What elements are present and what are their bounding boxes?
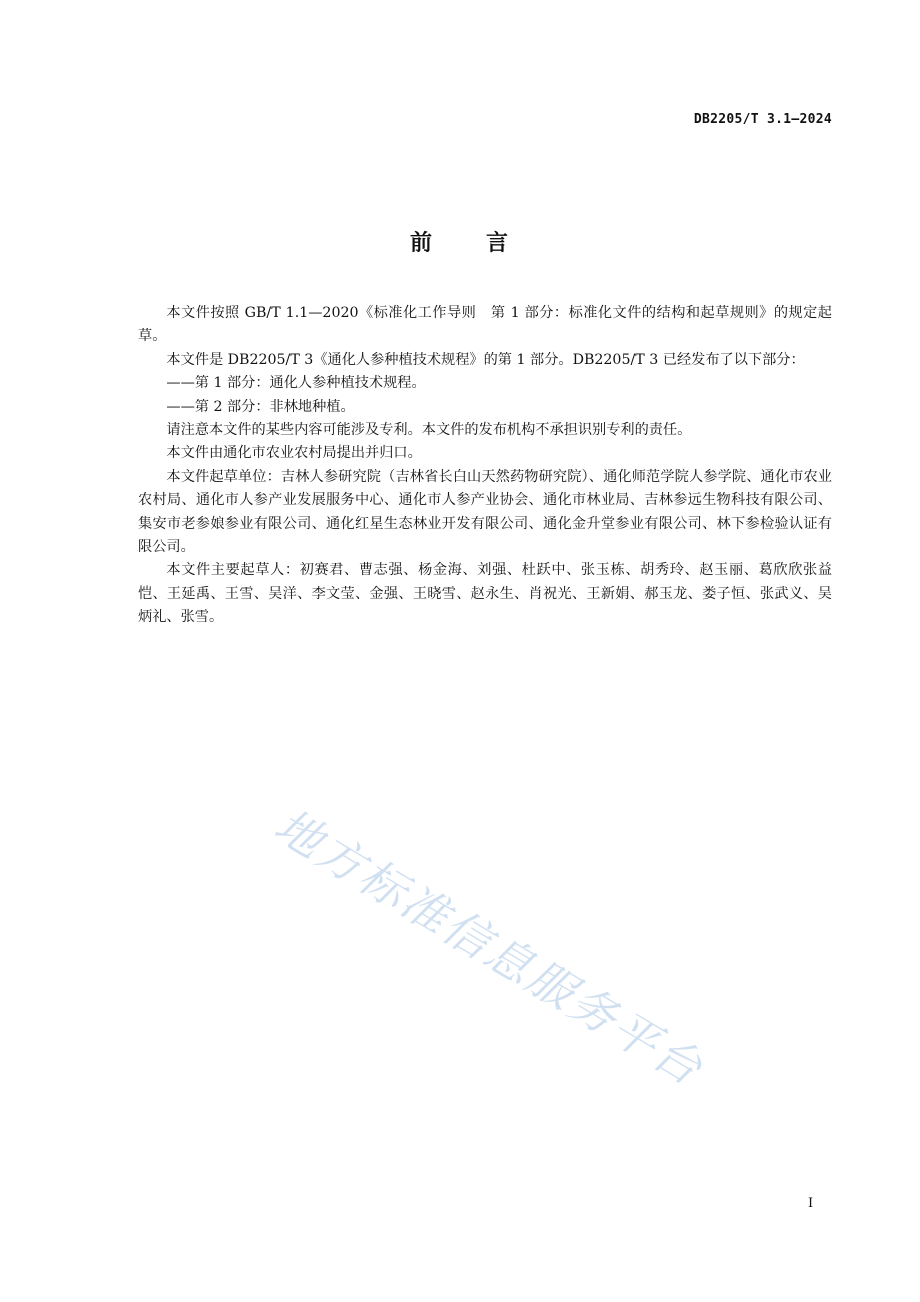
page-title-char-1: 前 (409, 231, 434, 256)
foreword-body (138, 302, 832, 630)
paragraph-part-2: ——第 2 部分：非林地种植。 (166, 398, 355, 415)
paragraph-drafting-units: 本文件起草单位：吉林人参研究院（吉林省长白山天然药物研究院）、通化师范学院人参学院、通化市农业农村局、通化市人参产业发展服务中心、通化市人参产业协会、通化市林业局、吉林参远生物科技有限公司、集安市老参娘参业有限公司、通化红星生态林业开发有限公司、通化金升堂参业有限公司、林下参检验认证有限公司。 (138, 468, 832, 556)
page-title-char-2: 言 (486, 231, 511, 256)
paragraph-part-info: 本文件是 DB2205/T 3《通化人参种植技术规程》的第 1 部分。DB2205/T 3 已经发布了以下部分： (166, 351, 805, 368)
watermark: 地方标准信息服务平台 (265, 797, 714, 1097)
page-title (0, 226, 920, 257)
paragraph-patent-notice: 请注意本文件的某些内容可能涉及专利。本文件的发布机构不承担识别专利的责任。 (166, 422, 692, 439)
page-number: I (808, 1196, 814, 1211)
paragraph-part-1: ——第 1 部分：通化人参种植技术规程。 (166, 375, 426, 392)
paragraph-proposer: 本文件由通化市农业农村局提出并归口。 (166, 445, 422, 462)
paragraph-drafting-rules: 本文件按照 GB/T 1.1—2020《标准化工作导则 第 1 部分：标准化文件的结构和起草规则》的规定起草。 (138, 305, 832, 345)
document-code: DB2205/T 3.1—2024 (693, 112, 832, 127)
paragraph-drafters: 本文件主要起草人：初赛君、曹志强、杨金海、刘强、杜跃中、张玉栋、胡秀玲、赵玉丽、葛欣欣张益恺、王延禹、王雪、吴洋、李文莹、金强、王晓雪、赵永生、肖祝光、王新娟、郝玉龙、娄子恒、张武义、吴炳礼、张雪。 (138, 562, 832, 626)
